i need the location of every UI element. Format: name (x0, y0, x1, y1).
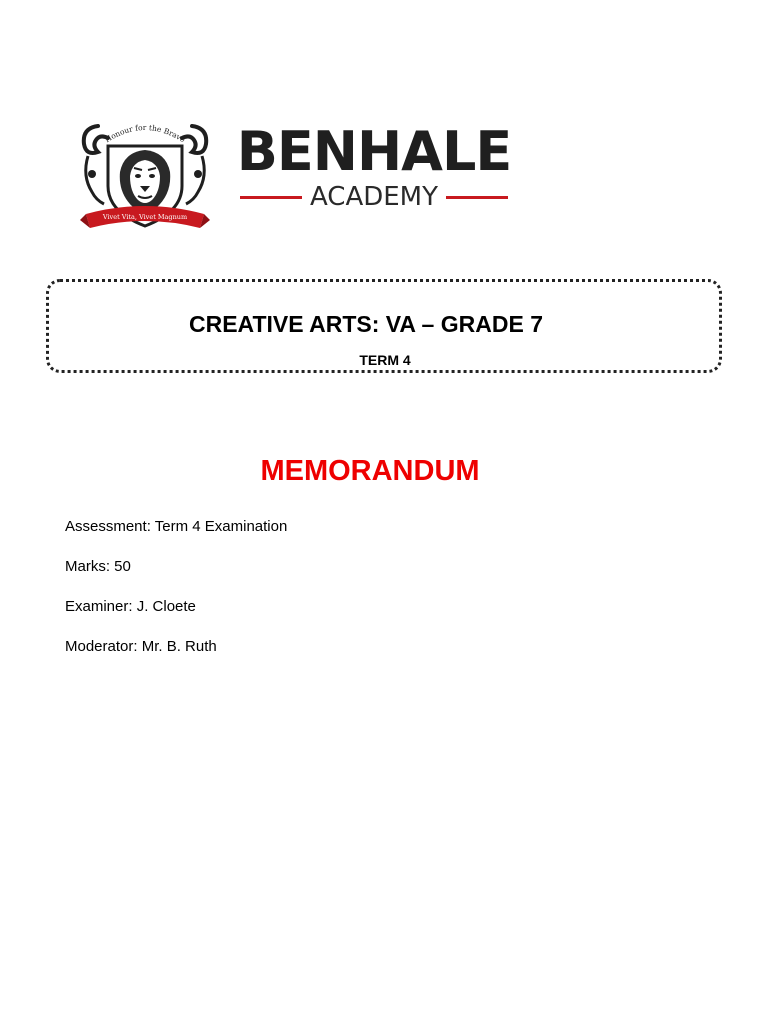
detail-moderator: Moderator: Mr. B. Ruth (65, 638, 217, 655)
detail-assessment: Assessment: Term 4 Examination (65, 518, 288, 535)
brand-divider-left (240, 196, 302, 199)
document-title: CREATIVE ARTS: VA – GRADE 7 (189, 311, 543, 337)
svg-text:Vivet Vita, Vivet Magnum: Vivet Vita, Vivet Magnum (102, 213, 188, 221)
detail-marks: Marks: 50 (65, 558, 131, 575)
brand-name: BENHALE (236, 120, 512, 183)
lion-crest-icon (78, 116, 212, 238)
title-box (46, 279, 722, 373)
brand-subtitle: ACADEMY (309, 182, 439, 212)
brand-sub-row (232, 182, 516, 212)
assessment-details (65, 518, 287, 678)
detail-examiner: Examiner: J. Cloete (65, 598, 196, 615)
school-logo (78, 110, 528, 240)
brand-divider-right (446, 196, 508, 199)
memorandum-heading: MEMORANDUM (260, 455, 480, 487)
brand-wordmark (232, 122, 516, 212)
term-label: TERM 4 (359, 352, 411, 368)
svg-text:Honour for the Brave: Honour for the Brave (103, 122, 187, 145)
